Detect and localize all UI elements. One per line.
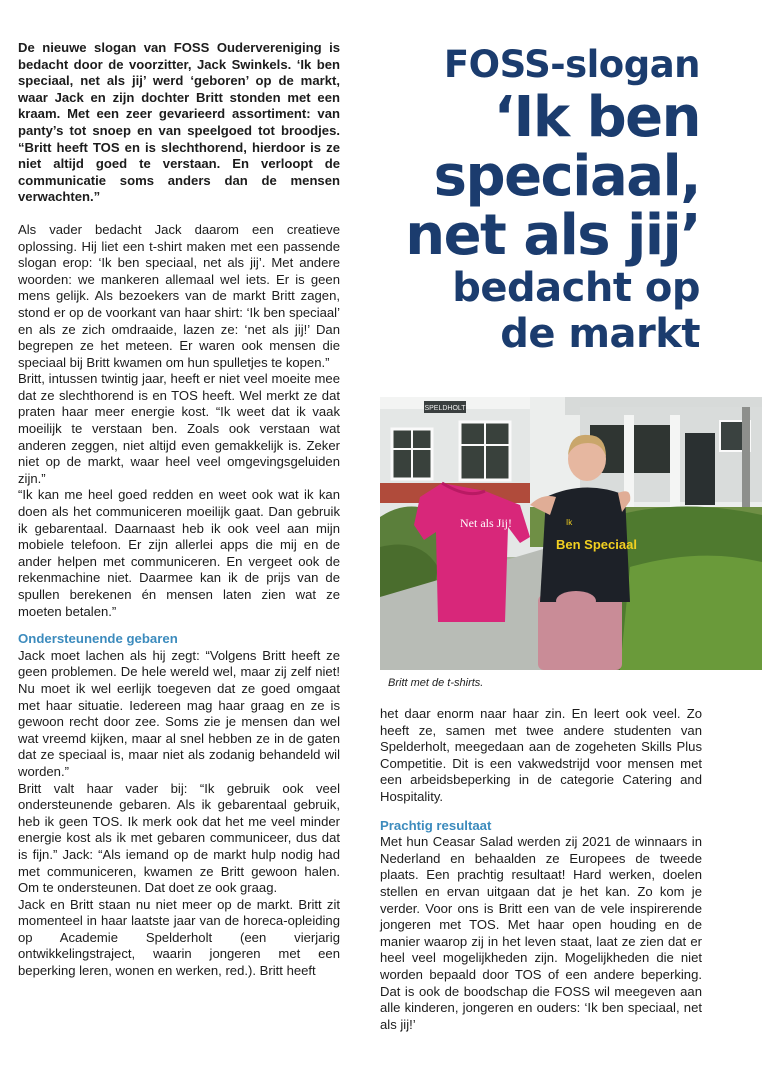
body-paragraph: Met hun Ceasar Salad werden zij 2021 de winnaars in Nederland en behaalden ze Europees de tweede plaats. Een prachtig resultaat! Hard werken, doelen stellen en ervan uitgaan dat je het kan. Zo kom je verder. Voor ons is Britt een van de vele inspirerende jongeren met TOS. Met haar open houding en de manier waarop zij in het leven staat, laat ze zien dat er heel veel mogelijkheden zijn. Mogelijkheden die niet worden bepaald door TOS of een andere beperking. Dat is ook de boodschap die FOSS wil meegeven aan alle kinderen, jongeren en ouders: ‘Ik ben speciaal, net als jij!’ [380,834,702,1032]
headline-line: net als jij’ [405,203,700,268]
body-paragraph: Jack en Britt staan nu niet meer op de markt. Britt zit momenteel in haar laatste jaar van de horeca-opleiding op Academie Spelderholt (een vierjarig ontwikkelingstraject, waarin jongeren met een beperking leren, wonen en werken, red.). Britt heeft [18,896,340,979]
body-paragraph: “Ik kan me heel goed redden en weet ook wat ik kan doen als het communiceren moeilijk gaat. Dan gebruik ik gebarentaal. Daarnaast heb ik ook veel aan mijn mobiele telefoon. Er zijn allerlei apps die mij en de ander helpen met communiceren. En vergeet ook de rekenmachine niet. Daarmee kan ik de prijs van de spullen berekenen én mensen laten zien wat ze moeten betalen.” [18,487,340,619]
photo-illustration [380,397,762,670]
right-column [380,680,702,1033]
body-paragraph: Jack moet lachen als hij zegt: “Volgens Britt heeft ze geen problemen. De hele wereld wel, maar zij zelf niet! Nu moet ik wel eerlijk toegeven dat ze goed omgaat met haar situatie. Iedereen mag haar graag en ze is gewoon recht door zee. Soms zie je mensen dan wel wat vreemd kijken, maar al snel hebben ze in de gaten dat ze speciaal is, maar niet als zodanig behandeld wil worden.” [18,647,340,779]
headline-kicker: FOSS-slogan [443,43,700,86]
section-heading: Ondersteunende gebaren [18,631,178,647]
intro-paragraph: De nieuwe slogan van FOSS Oudervereniging is bedacht door de voorzitter, Jack Swinkels. ‘Ik ben speciaal, net als jij’ werd ‘geboren’ op de markt, waar Jack en zijn dochter Britt stonden met een kraam. Met een zeer gevarieerd assortiment: van panty’s tot snoep en van speelgoed tot broodjes. “Britt heeft TOS en is slechthorend, hierdoor is ze niet altijd goed te verstaan. En verloopt de communicatie soms anders dan de mensen verwachten.” [18,40,340,205]
section-heading: Prachtig resultaat [380,817,492,833]
black-shirt-logo: Ik [566,518,573,527]
pink-shirt-text: Net als Jij! [460,516,512,530]
black-shirt-text: Ben Speciaal [556,537,637,552]
headline-line: de markt [500,311,700,357]
body-paragraph: Britt, intussen twintig jaar, heeft er niet veel moeite mee dat ze slechthorend is en TOS heeft. Wel merkt ze dat praten haar meer energie kost. “Ik weet dat ik vaak moeilijk te verstaan ben. Zoals ook verstaan wat anderen zeggen, niet altijd even gemakkelijk is. Zeker niet op de markt, waar heel veel omgevingsgeluiden zijn.” [18,371,340,486]
article-headline [370,42,700,357]
headline-line: ‘Ik ben [493,85,700,150]
headline-line: speciaal, [433,144,700,209]
building-sign: SPELDHOLT [424,405,466,412]
body-paragraph: Als vader bedacht Jack daarom een creatieve oplossing. Hij liet een t-shirt maken met een passende slogan erop: ‘Ik ben speciaal, net als jij’. Met andere woorden: we mankeren allemaal wel iets. Er is geen mens gelijk. Als bezoekers van de markt Britt zagen, stond er op de voorkant van haar shirt: ‘Ik ben speciaal’ en als ze zich omdraaide, lazen ze: ‘net als jij!’ Dan begrepen ze het meteen. Er waren ook mensen die speciaal bij Britt kwamen om hun spulletjes te kopen.” [18,221,340,370]
body-paragraph: het daar enorm naar haar zin. En leert ook veel. Zo heeft ze, samen met twee andere studenten van Spelderholt, meegedaan aan de zogeheten Skills Plus Competitie. Dit is een vakwedstrijd voor mensen met een arbeidsbeperking in de categorie Catering and Hospitality. [380,706,702,804]
headline-line: bedacht op [452,265,700,311]
article-photo [380,397,762,670]
left-column [18,40,340,980]
photo-caption: Britt met de t-shirts. [388,677,484,689]
body-paragraph: Britt valt haar vader bij: “Ik gebruik ook veel ondersteunende gebaren. Als ik gebarentaal gebruik, heb ik geen TOS. Ik merk ook dat het me veel minder energie kost als ik met gebaren communiceer, dus dat is fijn.” Jack: “Als iemand op de markt hulp nodig had met communiceren, kwamen ze Britt gewoon halen. Om te ondersteunen. Dat doet ze ook graag. [18,780,340,896]
